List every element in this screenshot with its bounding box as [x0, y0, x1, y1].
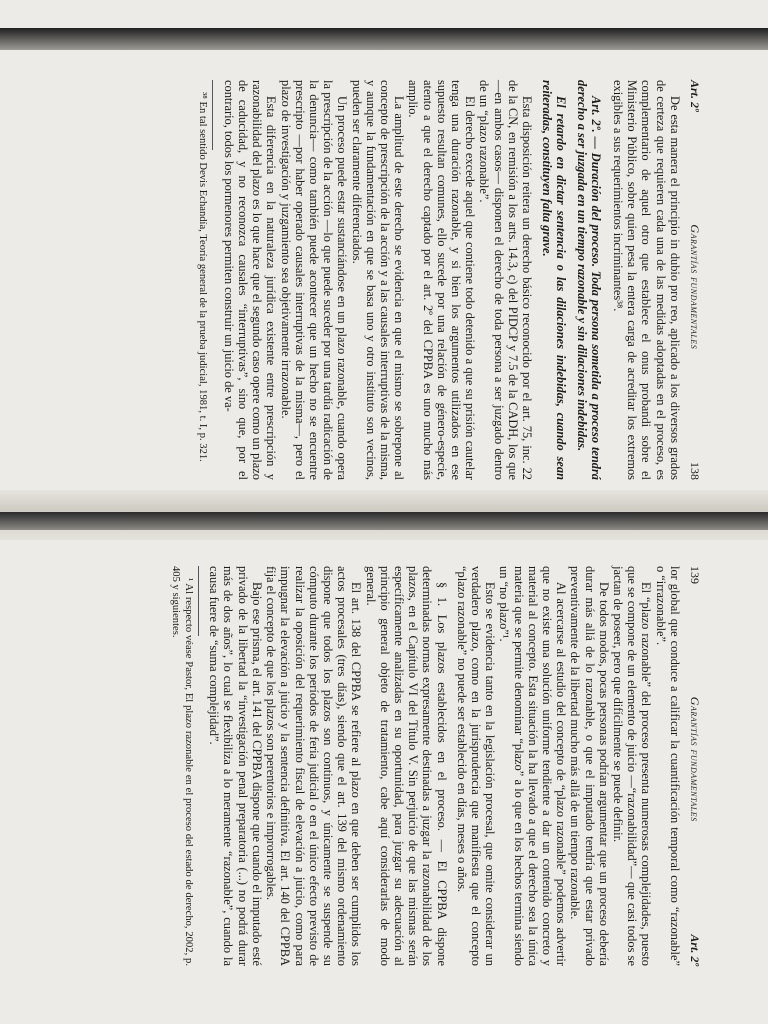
page-number: 138 — [688, 462, 702, 480]
footnote-rule — [213, 80, 214, 150]
article-label: Art. 2º — [688, 934, 702, 966]
footnote: ¹ Al respecto véase Pastor, El plazo razonable en el proceso del estado de derecho, 2002, p. 405 y siguientes. — [170, 566, 195, 966]
footnote-rule — [198, 566, 199, 636]
paragraph: De todos modos, pocas personas podrían argumentar que un proceso debería durar más allá de lo razonable, o que el imputado tendría que estar privado preventivamente de la libertad mucho más allá de un tiempo razonable. — [568, 566, 611, 966]
page-138 — [70, 70, 706, 490]
paragraph: El “plazo razonable” del proceso presenta numerosas complejidades, puesto que se compone de un elemento de juicio —“razonabilidad”— que casi todos se jactan de poseer, pero que difícilmente se puede definir. — [610, 566, 654, 966]
paragraph: Un proceso puede estar sustanciándose en un plazo razonable, cuando opera la prescripción de la acción —lo que puede suceder por una tardía radicación de la denuncia— como también puede acontecer que un hecho no se encuentre prescripto —por haber operado causales interruptivas de la misma—, pero el plazo de investigación y juzgamiento sea objetivamente irrazonable. — [278, 80, 350, 480]
paragraph: El art. 138 del CPPBA se refiere al plazo en que deben ser cumplidos los actos procesales (tres días), siendo que el art. 139 del mismo ordenamiento dispone que todos los plazos son continuos, y únicamente se suspende su cómputo durante los períodos de feria judicial o en el único efecto previsto de realizar la oposición del requerimiento fiscal de elevación a juicio, como para impugnar la elevación a juicio y la sentencia definitiva. El art. 140 del CPPBA fija el concepto de que los plazos son perentorios e improrrogables. — [264, 566, 364, 966]
running-title: Garantías fundamentales — [688, 696, 702, 822]
article-label: Art. 2º — [688, 80, 702, 112]
paragraph: Al acercarse al estudio del concepto de “plazo razonable” podemos advertir que no existe una solución uniforme tendiente a dar un contenido concreto y material al concepto. Esta situación la ha llevado a que el derecho sea la única materia que se permite denominar “plazo” a lo que en los hechos termina siendo un “no plazo”¹. — [497, 566, 569, 966]
paragraph: El derecho excede aquel que contiene todo detenido a que su prisión cautelar tenga una duración razonable, y si bien los argumentos utilizados en ese supuesto resultan comunes, ello sucede por una relación de género-especie, atento a que el derecho captado por el art. 2º del CPPBA es uno mucho más amplio. — [406, 80, 478, 480]
running-title: Garantías fundamentales — [688, 224, 702, 350]
page-139 — [70, 556, 706, 976]
footnote: ³⁸ En tal sentido Devis Echandía, Teoría general de la prueba judicial, 1981, t. I, p. 321. — [197, 92, 209, 462]
scan-edge-top — [0, 28, 768, 50]
article-heading: Art. 2º. — Duración del proceso. Toda persona sometida a proceso tendrá derecho a ser juzgada en un tiempo razonable y sin dilaciones indebidas. — [574, 80, 603, 480]
paragraph: lor global que conduce a calificar la cuantificación temporal como “razonable” o “irrazonable”. — [653, 566, 682, 966]
paragraph: Esta disposición reitera un derecho básico reconocido por el art. 75, inc. 22 de la CN, en remisión a los arts. 14.3, c) del PIDCP y 7.5 de la CADH, los que —en ambos casos— disponen el derecho de toda persona a ser juzgado dentro de un “plazo razonable”. — [477, 80, 534, 480]
page-number: 139 — [688, 566, 702, 584]
paragraph: De esta manera el principio in dubio pro reo, aplicado a los diversos grados de certeza que requieren cada una de las medidas adoptadas en el proceso, es complementario de aquel otro que establece el onus probandi sobre el Ministerio Público, sobre quien pesa la entera carga de acreditar los extremos exigibles a sus requerimientos incriminantes³⁸. — [610, 80, 682, 480]
paragraph: Bajo ese prisma, el art. 141 del CPPBA dispone que cuando el imputado esté privado de la libertad la “investigación penal preparatoria (...) no podrá durar más de dos años”, lo cual se flexibiliza a lo meramente “razonable”, cuando la causa fuere de “suma complejidad”. — [207, 566, 264, 966]
running-head — [688, 566, 702, 966]
paragraph: Esto se evidencia tanto en la legislación procesal, que omite considerar un verdadero plazo, como en la jurisprudencia que manifiesta que el concepto “plazo razonable” no puede ser establecido en días, meses o años. — [454, 566, 498, 966]
running-head — [688, 80, 702, 480]
section-heading: § 1. Los plazos establecidos en el proceso. — El CPPBA dispone determinadas normas expresamente destinadas a juzgar la razonabilidad de los plazos, en el Capítulo VI del Título V. Sin perjuicio de que las mismas serán específicamente analizadas en su oportunidad, para juzgar su adecuación al principio general objeto de tratamiento, cabe aquí considerarlas de modo general. — [363, 566, 449, 966]
scan-edge-middle — [0, 512, 768, 530]
paragraph: Esta diferencia en la naturaleza jurídica existente entre prescripción y razonabilidad del plazo es lo que hace que el segundo caso opere como un plazo de caducidad, y no reconozca causales “interruptivas”, sino que, por el contrario, todos los pormenores permiten construir un juicio de va- — [221, 80, 279, 480]
paragraph: La amplitud de este derecho se evidencia en que el mismo se sobrepone al concepto de prescripción de la acción y a las causales interruptivas de la misma, y aunque la fundamentación en que se basa uno y otro instituto son vecinos, pueden ser claramente diferenciados. — [349, 80, 407, 480]
article-subheading: El retardo en dictar sentencia o las dilaciones indebidas, cuando sean reiteradas, constituyen falta grave. — [540, 80, 569, 480]
